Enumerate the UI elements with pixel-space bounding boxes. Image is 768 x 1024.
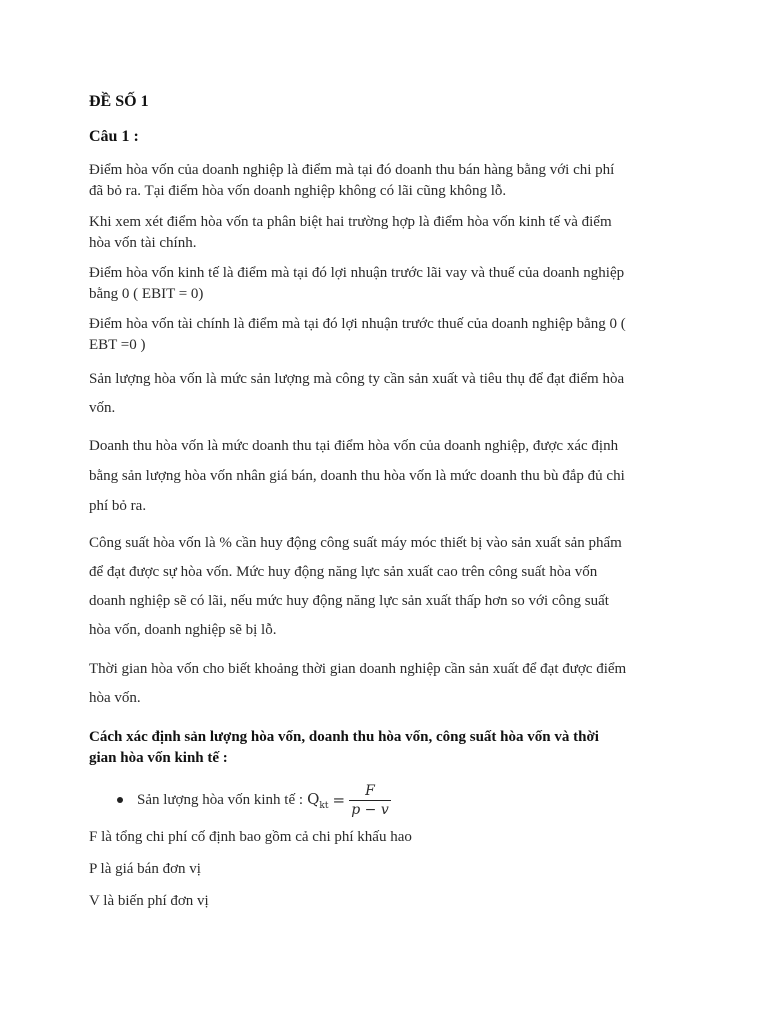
paragraph-line: hòa vốn, doanh nghiệp sẽ bị lỗ. [89,622,277,638]
formula-fraction [349,783,391,818]
paragraph-3 [89,263,679,305]
paragraph-line: Khi xem xét điểm hòa vốn ta phân biệt hai trường hợp là điểm hòa vốn kinh tế và điểm [89,214,612,230]
definition-fixed-cost: F là tổng chi phí cố định bao gồm cả chi phí khấu hao [89,829,412,845]
paragraph-line: Sản lượng hòa vốn là mức sản lượng mà công ty cần sản xuất và tiêu thụ để đạt điểm hòa [89,371,625,387]
paragraph-line: EBT =0 ) [89,337,146,353]
paragraph-7 [89,529,679,645]
formula-numerator: F [365,782,375,799]
definition-unit-variable-cost: V là biến phí đơn vị [89,893,209,909]
paragraph-line: Điểm hòa vốn tài chính là điểm mà tại đó lợi nhuận trước thuế của doanh nghiệp bằng 0 ( [89,316,626,332]
paragraph-line: hòa vốn. [89,690,141,706]
formula-lhs: $Q_{kt}$ [307,789,329,811]
paragraph-line: Điểm hòa vốn kinh tế là điểm mà tại đó lợi nhuận trước lãi vay và thuế của doanh nghiệp [89,265,625,281]
paragraph-line: Công suất hòa vốn là % cần huy động công suất máy móc thiết bị vào sản xuất sản phẩm [89,535,622,551]
paragraph-line: Điểm hòa vốn của doanh nghiệp là điểm mà tại đó doanh thu bán hàng bằng với chi phí [89,162,615,178]
formula-subscript: kt [319,800,329,811]
question-title: Câu 1 : [89,128,139,145]
method-heading-line: gian hòa vốn kinh tế : [89,750,228,766]
paragraph-line: Doanh thu hòa vốn là mức doanh thu tại điểm hòa vốn của doanh nghiệp, được xác định [89,438,619,454]
paragraph-line: doanh nghiệp sẽ có lãi, nếu mức huy động năng lực sản xuất thấp hơn so với công suất [89,593,609,609]
bullet-label: Sản lượng hòa vốn kinh tế : [137,791,304,808]
method-heading [89,727,679,769]
paragraph-line: bằng 0 ( EBIT = 0) [89,286,204,302]
exam-title: ĐỀ SỐ 1 [89,93,149,110]
paragraph-6 [89,431,679,521]
bullet-item-break-even-quantity [117,780,391,820]
method-heading-line: Cách xác định sản lượng hòa vốn, doanh thu hòa vốn, công suất hòa vốn và thời [89,729,599,745]
paragraph-line: phí bỏ ra. [89,498,147,514]
formula-denominator: p − v [351,801,389,818]
paragraph-5 [89,365,679,423]
fraction-bar [349,800,391,801]
paragraph-line: hòa vốn tài chính. [89,235,197,251]
formula-equals: = [332,791,346,809]
paragraph-8 [89,655,679,713]
break-even-formula [307,783,391,818]
paragraph-line: bằng sản lượng hòa vốn nhân giá bán, doanh thu hòa vốn là mức doanh thu bù đắp đủ chi [89,468,625,484]
paragraph-4 [89,314,679,356]
paragraph-line: Thời gian hòa vốn cho biết khoảng thời gian doanh nghiệp cần sản xuất để đạt được điểm [89,661,627,677]
paragraph-line: để đạt được sự hòa vốn. Mức huy động năng lực sản xuất cao trên công suất hòa vốn [89,564,598,580]
paragraph-line: vốn. [89,400,116,416]
paragraph-line: đã bỏ ra. Tại điểm hòa vốn doanh nghiệp không có lãi cũng không lỗ. [89,183,507,199]
paragraph-2 [89,212,679,254]
paragraph-1 [89,160,679,202]
bullet-icon [117,797,123,803]
definition-unit-price: P là giá bán đơn vị [89,861,201,877]
